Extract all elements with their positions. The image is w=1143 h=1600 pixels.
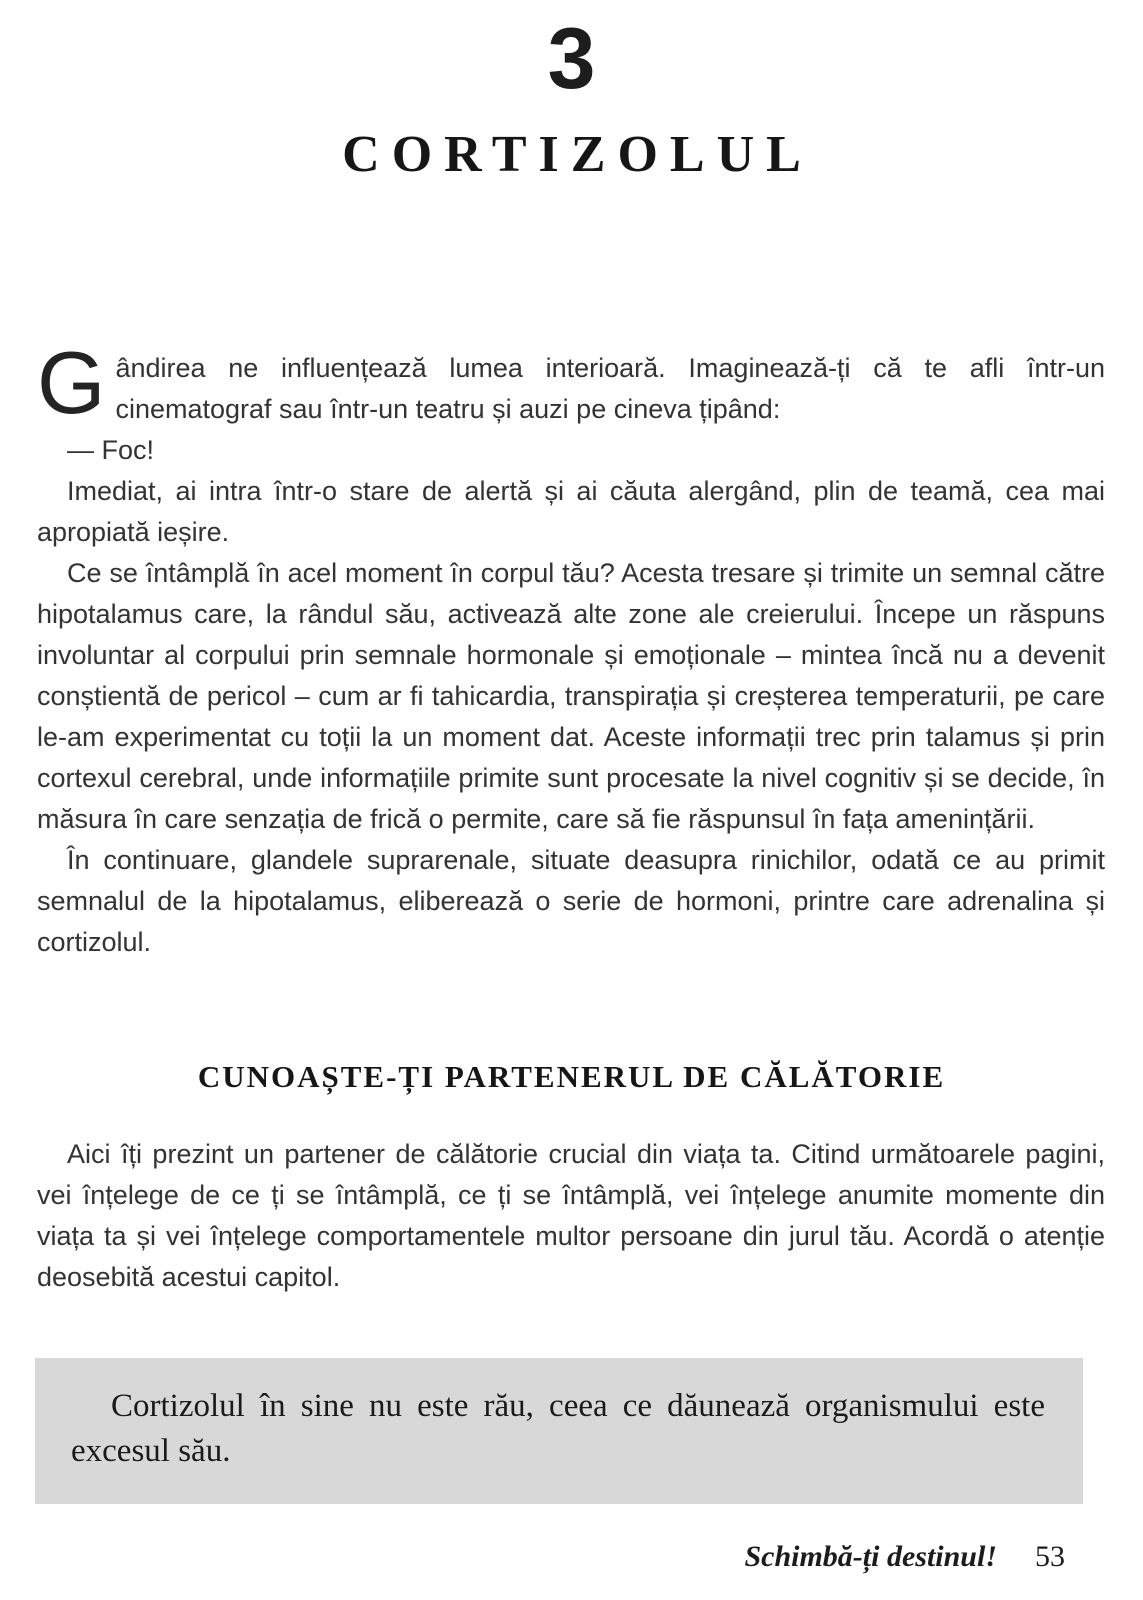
chapter-number: 3 (547, 11, 596, 107)
body-text-block (37, 333, 1105, 963)
paragraph-dialogue: — Foc! (67, 435, 155, 465)
intro-paragraph (37, 333, 1105, 432)
drop-cap: G (37, 333, 106, 432)
callout-box: Cortizolul în sine nu este rău, ceea ce dăunează organismului este excesul său. (35, 1358, 1083, 1504)
paragraph: Aici îți prezint un partener de călătorie crucial din viața ta. Citind următoarele pagini, vei înțelege de ce ți se întâmplă, ce ți se întâmplă, vei înțelege anumite momente din viața ta și vei înțelege comportamentele multor persoane din jurul tău. Acordă o atenție deosebită acestui capitol. (37, 1139, 1105, 1292)
intro-paragraph-text: ândirea ne influențează lumea interioară. Imaginează-ți că te afli într-un cinematograf sau într-un teatru și auzi pe cineva țipând: (115, 353, 1105, 424)
paragraph: Imediat, ai intra într-o stare de alertă și ai căuta alergând, plin de teamă, cea mai apropiată ieșire. (37, 476, 1105, 547)
paragraph: În continuare, glandele suprarenale, situate deasupra rinichilor, odată ce au primit semnalul de la hipotalamus, eliberează o serie de hormoni, printre care adrenalina și cortizolul. (37, 845, 1105, 957)
paragraph: Ce se întâmplă în acel moment în corpul tău? Acesta tresare și trimite un semnal către hipotalamus care, la rândul său, activează alte zone ale creierului. Începe un răspuns involuntar al corpului prin semnale hormonale și emoționale – mintea încă nu a devenit conștientă de pericol – cum ar fi tahicardia, transpirația și creșterea temperaturii, pe care le-am experimentat cu toții la un moment dat. Aceste informații trec prin talamus și prin cortexul cerebral, unde informațiile primite sunt procesate la nivel cognitiv și se decide, în măsura în care senzația de frică o permite, care să fie răspunsul în fața amenințării. (37, 558, 1105, 834)
chapter-title: CORTIZOLUL (342, 126, 813, 183)
footer-book-title: Schimbă-ți destinul! (744, 1540, 997, 1573)
section-heading: CUNOAȘTE-ȚI PARTENERUL DE CĂLĂTORIE (197, 1059, 946, 1094)
footer-page-number: 53 (1035, 1540, 1065, 1573)
section-text-block (37, 1134, 1105, 1298)
page-footer (0, 1540, 1065, 1574)
